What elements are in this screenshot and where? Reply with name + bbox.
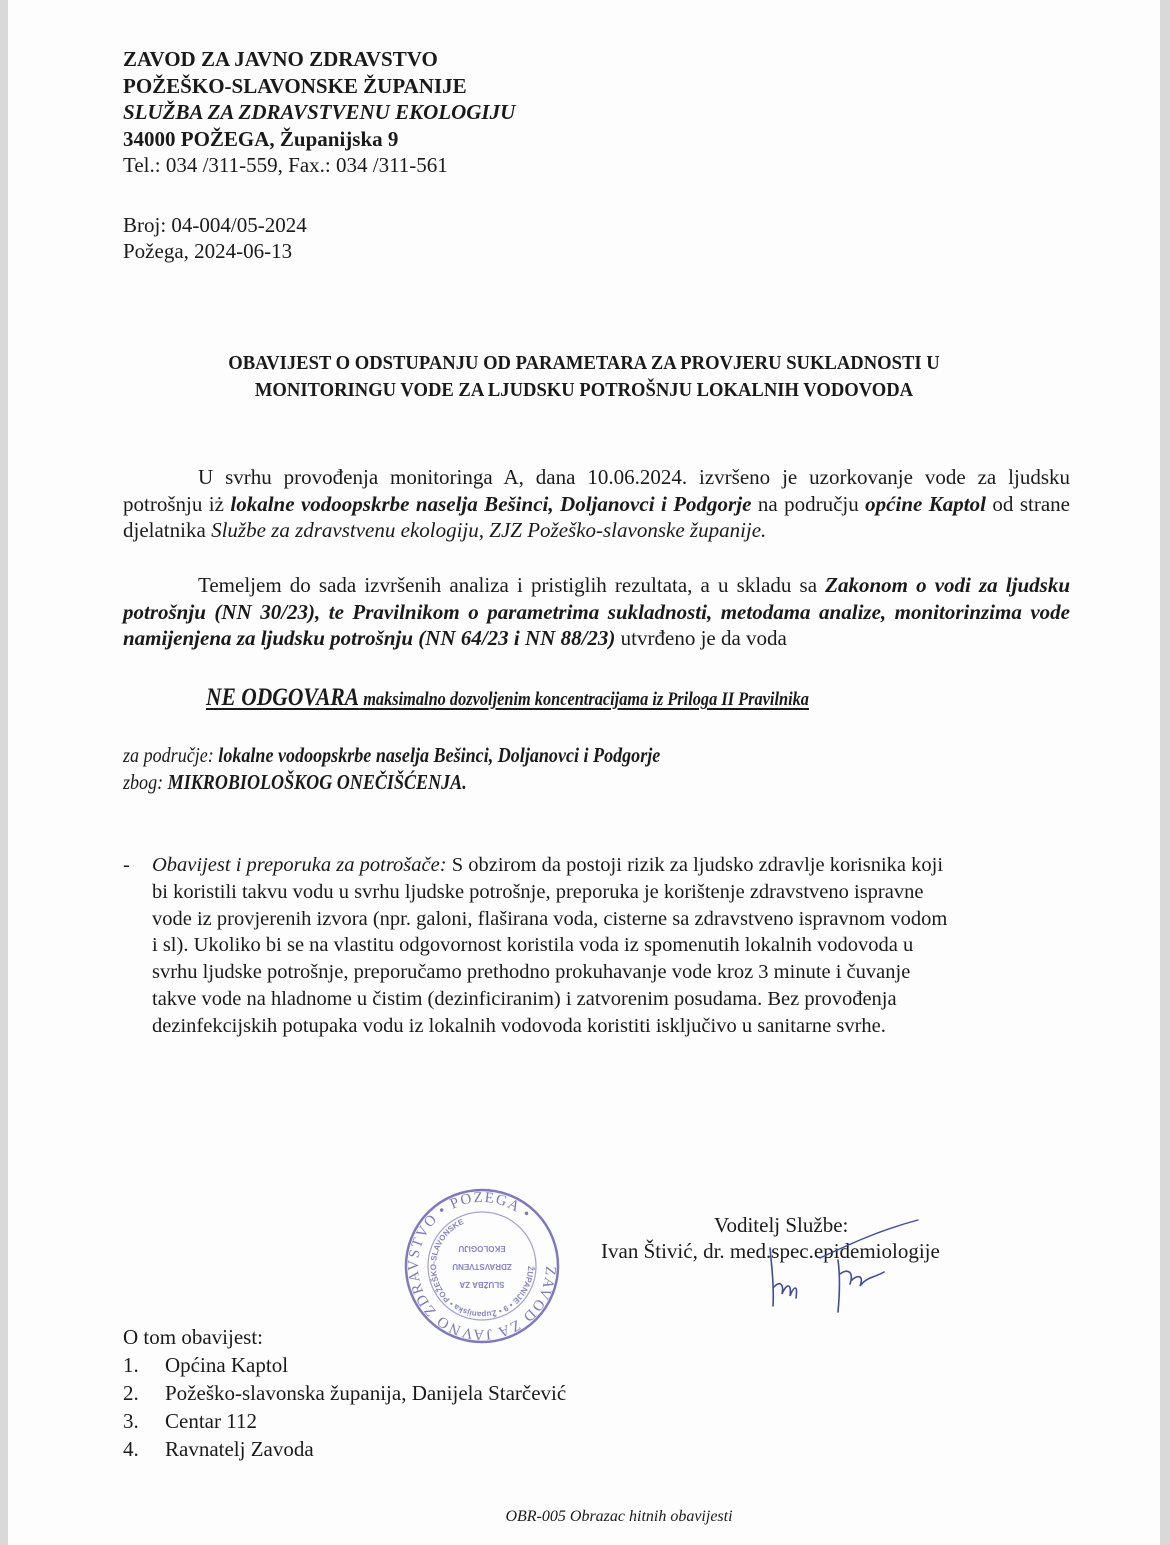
- recommendation-line: takve vode na hladnome u čistim (dezinficiranim) i zatvorenim posudama. Bez provođenja: [152, 987, 897, 1010]
- recommendation-line: S obzirom da postoji rizik za ljudsko zdravlje korisnika koji: [446, 854, 944, 876]
- document-number: Broj: 04-004/05-2024: [123, 213, 307, 237]
- department-name: SLUŽBA ZA ZDRAVSTVENU EKOLOGIJU: [123, 100, 516, 124]
- title-line-1: OBAVIJEST O ODSTUPANJU OD PARAMETARA ZA PROVJERU SUKLADNOSTI U: [228, 352, 940, 374]
- official-stamp-icon: [402, 1186, 562, 1346]
- area-value: lokalne vodoopskrbe naselja Bešinci, Doljanovci i Podgorje: [218, 743, 661, 767]
- item-number: 2.: [123, 1381, 139, 1405]
- verdict-emphasis: NE ODGOVARA: [206, 684, 360, 711]
- stamp-center-line-1: SLUŽBA ZA: [459, 1280, 505, 1289]
- p1-text-1: U svrhu provođenja monitoringa A, dana 10.06.2024. izvršeno je uzorkovanje vode za ljudsku potrošnju iż: [123, 465, 1070, 516]
- p1-service: Službe za zdravstvenu ekologiju, ZJZ Požeško-slavonske županije.: [211, 518, 767, 542]
- form-code-footer: OBR-005 Obrazac hitnih obavijesti: [505, 1508, 733, 1525]
- p2-text-1: Temeljem do sada izvršenih analiza i pristiglih rezultata, a u skladu sa: [198, 573, 826, 597]
- distribution-item: [123, 1435, 566, 1463]
- p2-legislation: Zakonom o vodi za ljudsku potrošnju (NN 30/23), te Pravilnikom o parametrima sukladnosti, metodama analize, monitorinzima vode namijenjena za ljudsku potrošnju (NN 64/23 i NN 88/23): [123, 573, 1070, 650]
- signatory-role: Voditelj Službe:: [714, 1213, 849, 1237]
- title-line-2: MONITORINGU VODE ZA LJUDSKU POTROŠNJU LOKALNIH VODOVODA: [254, 379, 914, 401]
- reason-label: zbog:: [123, 770, 168, 794]
- distribution-heading: O tom obavijest:: [123, 1325, 263, 1349]
- item-number: 1.: [123, 1353, 139, 1377]
- p1-settlements: lokalne vodoopskrbe naselja Bešinci, Doljanovci i Podgorje: [230, 491, 752, 516]
- document-reference: [123, 212, 307, 264]
- institution-name: ZAVOD ZA JAVNO ZDRAVSTVO: [123, 47, 438, 71]
- verdict-line: [206, 684, 809, 712]
- affected-area: [123, 742, 660, 796]
- distribution-item: [123, 1379, 566, 1407]
- item-label: Ravnatelj Zavoda: [165, 1437, 314, 1461]
- area-label: za područje:: [123, 743, 219, 767]
- verdict-rest: maksimalno dozvoljenim koncentracijama iz Priloga II Pravilnika: [359, 689, 809, 710]
- recommendation-line: svrhu ljudske potrošnje, preporučamo prethodno prokuhavanje vode kroz 3 minute i čuvanje: [152, 961, 911, 984]
- paragraph-sampling: [123, 464, 1070, 544]
- institution-address: 34000 POŽEGA, Županijska 9: [123, 126, 399, 151]
- item-label: Općina Kaptol: [165, 1353, 289, 1377]
- stamp-center-line-3: EKOLOGIJU: [458, 1244, 506, 1253]
- recommendation-line: bi koristili takvu vodu u svrhu ljudske potrošnje, preporuka je korištenje zdravstveno ispravne: [152, 880, 924, 903]
- item-number: 4.: [123, 1437, 139, 1461]
- p1-text-3: od strane djelatnika: [123, 491, 1070, 542]
- item-label: Centar 112: [165, 1409, 257, 1433]
- institution-contact: Tel.: 034 /311-559, Fax.: 034 /311-561: [123, 153, 448, 177]
- stamp-center-line-2: ZDRAVSTVENU: [452, 1262, 512, 1271]
- stamp-outer-text: ZAVOD ZA JAVNO ZDRAVSTVO • POŽEGA •: [405, 1189, 559, 1343]
- recommendation-line: vode iz provjerenih izvora (npr. galoni, flaširana voda, cisterne sa zdravstveno ispravnom vodom: [152, 907, 948, 930]
- consumer-recommendation: [123, 852, 1083, 1040]
- signatory-name: Ivan Štivić, dr. med.spec.epidemiologije: [601, 1239, 940, 1263]
- recommendation-line: i sl). Ukoliko bi se na vlastitu odgovornost koristila voda iz spomenutih lokalnih vodovoda u: [152, 934, 914, 957]
- letterhead: [123, 46, 515, 179]
- p1-municipality: općine Kaptol: [865, 491, 986, 516]
- bullet-dash: -: [123, 854, 130, 876]
- recommendation-label: Obavijest i preporuka za potrošače:: [152, 854, 447, 876]
- document-page: [8, 0, 1160, 1545]
- paragraph-legal-basis: [123, 572, 1070, 652]
- p1-text-2: na području: [751, 491, 866, 516]
- institution-county: POŽEŠKO-SLAVONSKE ŽUPANIJE: [123, 73, 467, 98]
- distribution-item: [123, 1407, 566, 1435]
- reason-value: MIKROBIOLOŠKOG ONEČIŠĆENJA.: [167, 770, 467, 794]
- item-number: 3.: [123, 1409, 139, 1433]
- p2-text-2: utvrđeno je da voda: [615, 626, 787, 650]
- recommendation-line: dezinfekcijskih potupaka vodu iz lokalnih vodovoda koristiti isključivo u sanitarne svrhe.: [152, 1014, 886, 1037]
- document-title: [48, 350, 1119, 404]
- handwritten-signature-icon: [760, 1218, 920, 1318]
- distribution-list: [123, 1323, 566, 1463]
- item-label: Požeško-slavonska županija, Danijela Starčević: [165, 1381, 567, 1405]
- distribution-item: [123, 1351, 566, 1379]
- document-place-date: Požega, 2024-06-13: [123, 239, 293, 263]
- stamp-inner-text: ŽUPANIJE • 9 • Županijska • POŽEŠKO-SLAVONSKE: [428, 1217, 536, 1320]
